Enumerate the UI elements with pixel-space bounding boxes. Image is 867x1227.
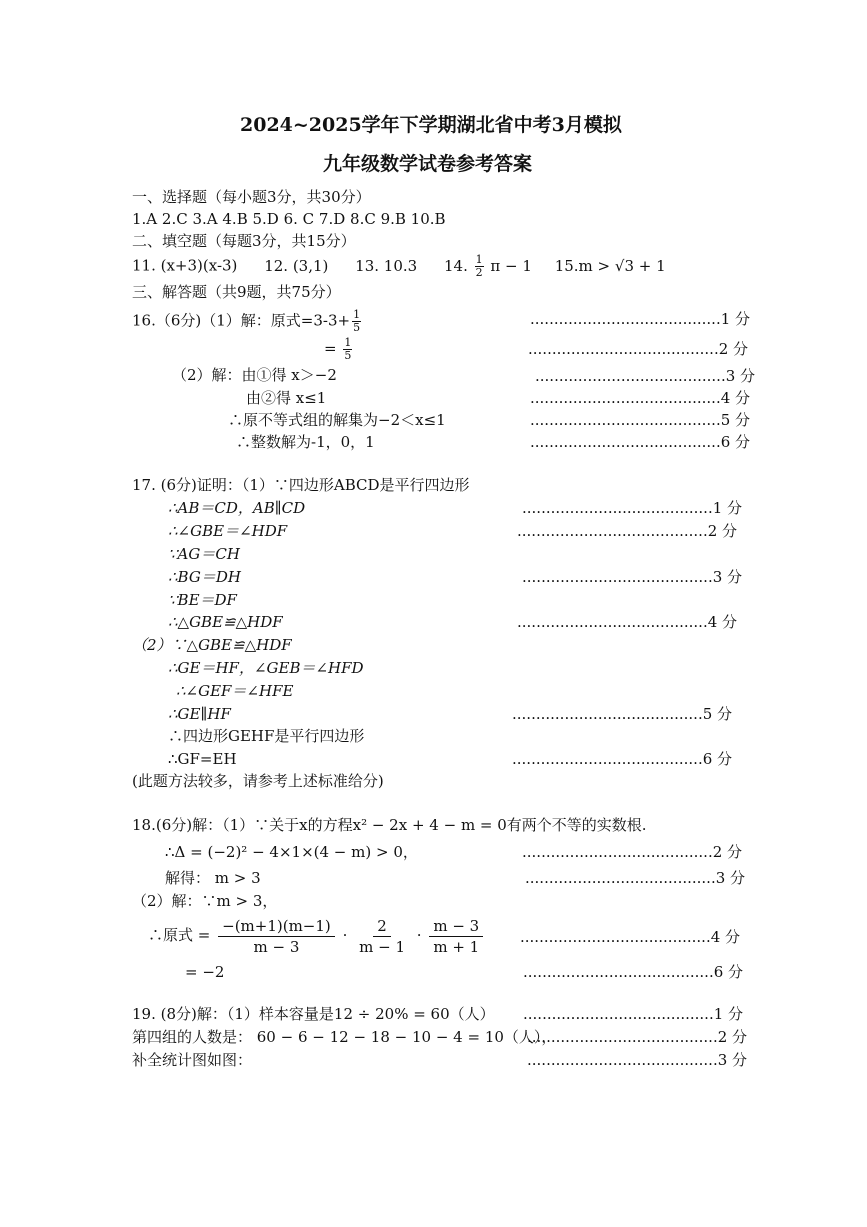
- q16-line-2: [324, 337, 354, 362]
- q18-score-2: ........................................2 分: [522, 843, 743, 861]
- page-title: 2024~2025学年下学期湖北省中考3月模拟: [240, 114, 622, 136]
- q16-line-4: 由②得 x≤1: [246, 389, 327, 407]
- q16-score-4: ........................................4 分: [530, 389, 751, 407]
- q17-line-13: ∴GF=EH: [168, 750, 237, 768]
- q16-line-3: （2）解：由①得 x＞−2: [172, 366, 337, 384]
- q16-line-5: ∴原不等式组的解集为−2＜x≤1: [228, 411, 446, 429]
- q18-line-2: ∴Δ = (−2)² − 4×1×(4 − m) > 0，: [165, 843, 418, 861]
- q17-score-4: ........................................4 分: [517, 613, 738, 631]
- q16-line-1: [132, 309, 363, 334]
- q17-line-8: （2）∵△GBE≌△HDF: [132, 636, 292, 654]
- q18-fraction-1: [218, 916, 335, 957]
- q18-fraction-2: [355, 916, 409, 957]
- q18-line-1: 18.(6分)解：（1）∵关于x的方程x² − 2x + 4 − m = 0有两个不等的实数根.: [132, 816, 647, 834]
- multiply-dot: ·: [416, 926, 422, 944]
- q17-line-10: ∴∠GEF＝∠HFE: [176, 682, 294, 700]
- q17-score-1: ........................................1 分: [522, 499, 743, 517]
- q17-line-4: ∵AG＝CH: [168, 545, 240, 563]
- fraction-numerator: 1: [353, 308, 361, 321]
- q16-fraction-2: [343, 337, 352, 362]
- multiply-dot: ·: [342, 926, 348, 944]
- answer-14-rest: π − 1: [490, 256, 532, 275]
- q19-line-3: 补全统计图如图：: [132, 1051, 253, 1069]
- q18-line-4: （2）解：∵m > 3，: [132, 892, 278, 910]
- q18-line-6: = −2: [185, 963, 225, 981]
- q17-line-6: ∵BE＝DF: [168, 591, 237, 609]
- q16-score-6: ........................................6 分: [530, 433, 751, 451]
- q18-score-6: ........................................6 分: [523, 963, 744, 981]
- q17-line-7: ∴△GBE≌△HDF: [168, 613, 283, 631]
- fraction-denominator: m + 1: [433, 937, 480, 956]
- q18-fraction-3: [429, 916, 483, 957]
- answer-13: 13. 10.3: [355, 256, 418, 275]
- q19-line-1: 19. (8分)解：（1）样本容量是12 ÷ 20% = 60（人）: [132, 1005, 495, 1023]
- q17-line-2: ∴AB＝CD，AB∥CD: [168, 499, 306, 517]
- answer-14-label: 14.: [443, 256, 468, 275]
- q17-line-5: ∴BG＝DH: [168, 568, 241, 586]
- fraction-numerator: 1: [475, 253, 483, 266]
- answer-11: 11. (x+3)(x-3): [132, 256, 238, 275]
- fraction-numerator: 2: [373, 916, 391, 937]
- q19-score-3: ........................................3 分: [527, 1051, 748, 1069]
- q16-score-2: ........................................2 分: [528, 340, 749, 358]
- q16-line-6: ∴整数解为-1，0，1: [236, 433, 375, 451]
- fraction-numerator: m − 3: [429, 916, 483, 937]
- q17-score-6: ........................................6 分: [512, 750, 733, 768]
- q16-score-5: ........................................5 分: [530, 411, 751, 429]
- q16-score-3: ........................................3 分: [535, 367, 756, 385]
- section-3-heading: 三、解答题（共9题，共75分）: [132, 283, 341, 301]
- q17-line-11: ∴GE∥HF: [168, 705, 231, 723]
- q18-score-3: ........................................3 分: [525, 869, 746, 887]
- fraction-denominator: 5: [353, 321, 361, 334]
- q17-score-5: ........................................5 分: [512, 705, 733, 723]
- q16-score-1: ........................................1 分: [530, 310, 751, 328]
- q18-line-3: 解得： m > 3: [165, 869, 261, 887]
- page-subtitle: 九年级数学试卷参考答案: [323, 153, 533, 175]
- answer-14: [443, 253, 537, 279]
- answer-14-fraction: [475, 254, 484, 279]
- fraction-numerator: −(m+1)(m−1): [218, 916, 335, 937]
- q19-line-2: 第四组的人数是： 60 − 6 − 12 − 18 − 10 − 4 = 10（人），: [132, 1028, 557, 1046]
- choice-answers: 1.A 2.C 3.A 4.B 5.D 6. C 7.D 8.C 9.B 10.B: [132, 210, 446, 228]
- section-2-heading: 二、填空题（每题3分，共15分）: [132, 232, 356, 250]
- q17-line-12: ∴四边形GEHF是平行四边形: [168, 727, 365, 745]
- q19-score-1: ........................................1 分: [523, 1005, 744, 1023]
- section-1-heading: 一、选择题（每小题3分，共30分）: [132, 188, 371, 206]
- q19-score-2: ........................................2 分: [527, 1028, 748, 1046]
- fraction-denominator: 5: [344, 349, 352, 362]
- q17-line-9: ∴GE＝HF，∠GEB＝∠HFD: [168, 659, 364, 677]
- q18-line-5: [148, 913, 486, 957]
- q17-line-1: 17. (6分)证明：（1）∵四边形ABCD是平行四边形: [132, 476, 470, 494]
- q16-line-1-text: 16.（6分)（1）解：原式=3-3+: [132, 311, 351, 330]
- q17-score-2: ........................................2 分: [517, 522, 738, 540]
- q17-line-3: ∴∠GBE＝∠HDF: [168, 522, 288, 540]
- q17-score-3: ........................................3 分: [522, 568, 743, 586]
- fraction-denominator: 2: [475, 266, 483, 279]
- q17-note: (此题方法较多，请参考上述标准给分): [132, 772, 384, 790]
- q18-score-4: ........................................4 分: [520, 928, 741, 946]
- fraction-denominator: m − 1: [359, 937, 405, 956]
- fraction-denominator: m − 3: [253, 937, 300, 956]
- q16-line-2-eq: =: [324, 339, 337, 358]
- fill-answers: [132, 254, 666, 279]
- answer-15: 15.m > √3 + 1: [554, 256, 666, 275]
- q16-fraction-1: [352, 309, 361, 334]
- answer-12: 12. (3,1): [264, 256, 329, 275]
- q18-line-5-label: ∴原式 =: [148, 926, 211, 944]
- fraction-numerator: 1: [344, 336, 352, 349]
